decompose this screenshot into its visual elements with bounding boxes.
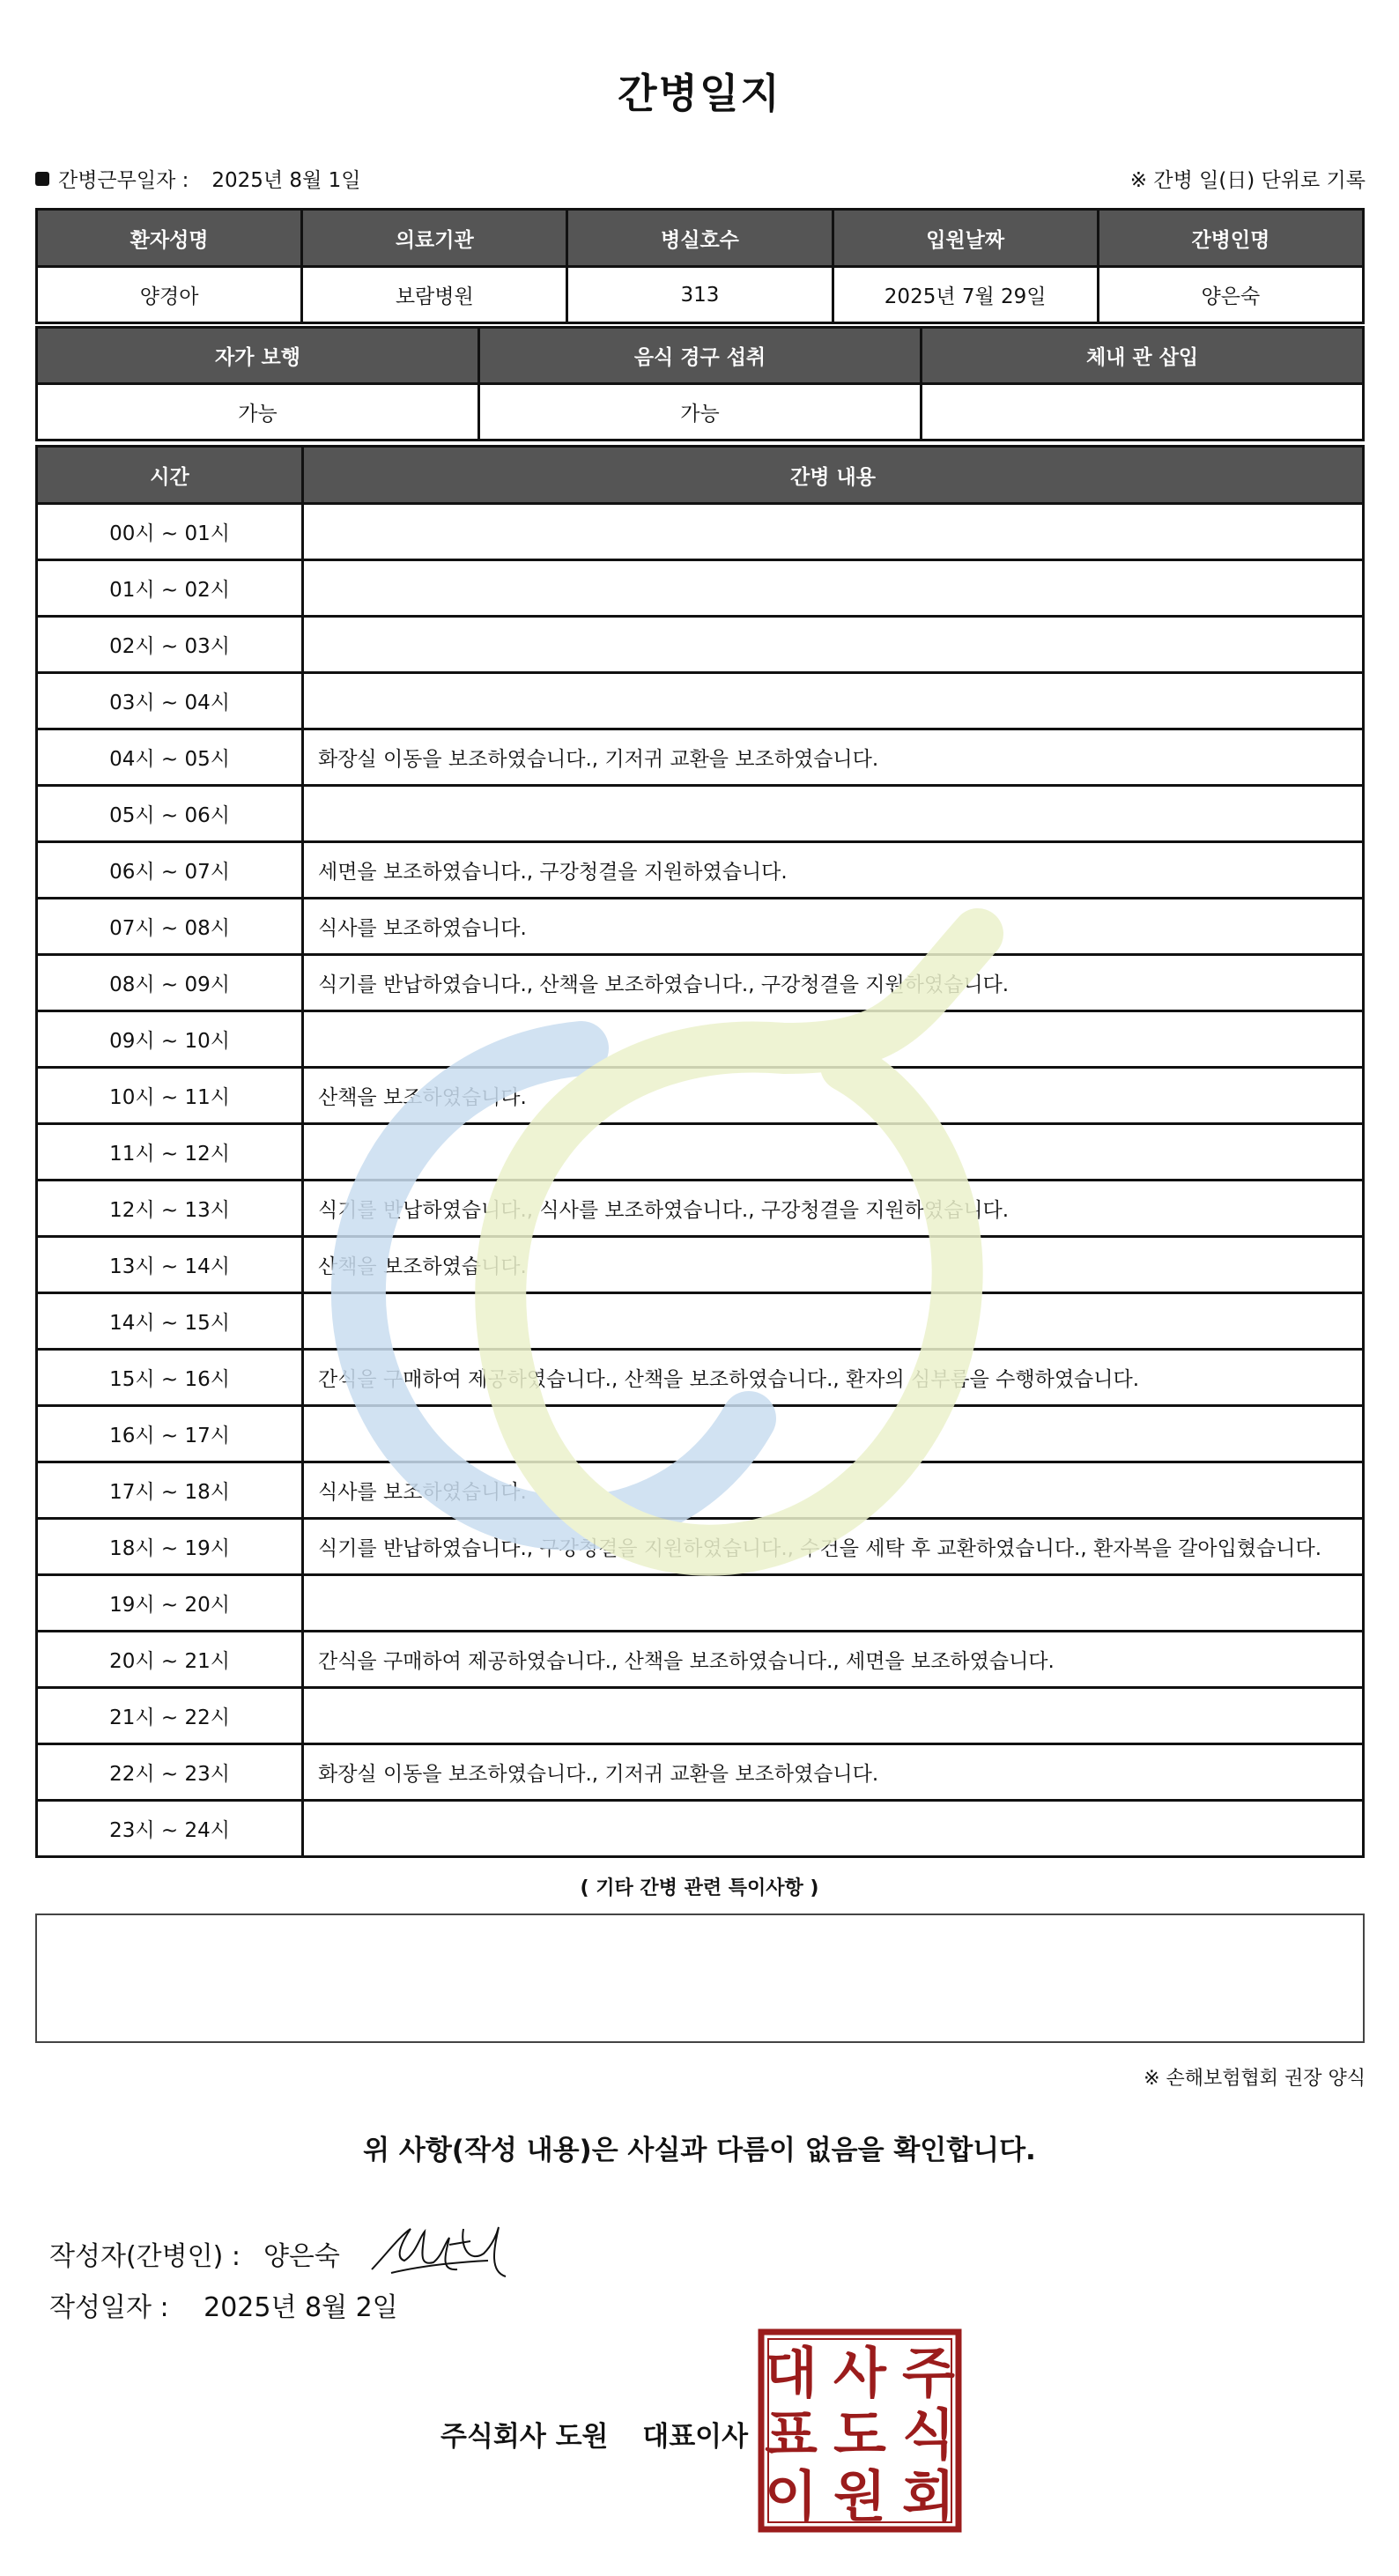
table-row bbox=[37, 1181, 1364, 1237]
table-row bbox=[37, 617, 1364, 673]
care-content-cell: 화장실 이동을 보조하였습니다., 기저귀 교환을 보조하였습니다. bbox=[303, 1744, 1364, 1801]
square-bullet-icon bbox=[35, 172, 49, 186]
time-cell: 15시 ~ 16시 bbox=[37, 1350, 303, 1406]
time-cell: 20시 ~ 21시 bbox=[37, 1632, 303, 1688]
company-seal bbox=[758, 2328, 962, 2533]
care-content-cell: 화장실 이동을 보조하였습니다., 기저귀 교환을 보조하였습니다. bbox=[303, 729, 1364, 786]
table-row bbox=[37, 504, 1364, 560]
seal-character: 회 bbox=[902, 2464, 955, 2528]
confirmation-statement: 위 사항(작성 내용)은 사실과 다름이 없음을 확인합니다. bbox=[363, 2135, 1036, 2166]
care-content-cell bbox=[303, 1688, 1364, 1744]
time-cell: 18시 ~ 19시 bbox=[37, 1519, 303, 1575]
seal-lettering bbox=[765, 2341, 955, 2528]
time-cell: 13시 ~ 14시 bbox=[37, 1237, 303, 1293]
table-row bbox=[37, 842, 1364, 899]
company-title: 대표이사 bbox=[642, 2421, 749, 2453]
header-admission-date: 입원날짜 bbox=[833, 210, 1098, 267]
time-cell: 05시 ~ 06시 bbox=[37, 786, 303, 842]
care-content-cell: 산책을 보조하였습니다. bbox=[303, 1237, 1364, 1293]
writer-name: 양은숙 bbox=[263, 2241, 340, 2272]
table-row bbox=[37, 1519, 1364, 1575]
time-cell: 10시 ~ 11시 bbox=[37, 1068, 303, 1124]
ability-table bbox=[35, 326, 1365, 441]
header-time: 시간 bbox=[37, 447, 303, 504]
table-row bbox=[37, 955, 1364, 1011]
header-institution: 의료기관 bbox=[302, 210, 567, 267]
care-content-cell bbox=[303, 1575, 1364, 1632]
table-row bbox=[37, 1462, 1364, 1519]
care-content-cell bbox=[303, 1406, 1364, 1462]
care-content-cell: 간식을 구매하여 제공하였습니다., 산책을 보조하였습니다., 환자의 심부름을 수행하였습니다. bbox=[303, 1350, 1364, 1406]
table-row bbox=[37, 899, 1364, 955]
written-date-row bbox=[49, 2285, 398, 2324]
seal-character: 이 bbox=[765, 2464, 818, 2528]
table-row bbox=[37, 1744, 1364, 1801]
care-content-cell bbox=[303, 560, 1364, 617]
time-cell: 19시 ~ 20시 bbox=[37, 1575, 303, 1632]
seal-character: 원 bbox=[833, 2464, 886, 2528]
table-row bbox=[37, 1293, 1364, 1350]
table-row bbox=[37, 560, 1364, 617]
care-content-cell bbox=[303, 1124, 1364, 1181]
care-content-cell: 간식을 구매하여 제공하였습니다., 산책을 보조하였습니다., 세면을 보조하였습니다. bbox=[303, 1632, 1364, 1688]
time-cell: 22시 ~ 23시 bbox=[37, 1744, 303, 1801]
seal-character: 표 bbox=[765, 2402, 818, 2467]
company-name: 주식회사 도원 bbox=[440, 2421, 609, 2453]
time-cell: 21시 ~ 22시 bbox=[37, 1688, 303, 1744]
care-content-cell bbox=[303, 1801, 1364, 1857]
header-caregiver-name: 간병인명 bbox=[1098, 210, 1363, 267]
caregiver-name: 양은숙 bbox=[1098, 267, 1363, 323]
form-note: ※ 손해보험협회 권장 양식 bbox=[1144, 2068, 1366, 2090]
table-row bbox=[37, 729, 1364, 786]
room-number: 313 bbox=[567, 267, 833, 323]
table-row bbox=[37, 1124, 1364, 1181]
table-row bbox=[37, 1350, 1364, 1406]
table-row bbox=[37, 1011, 1364, 1068]
self-walking: 가능 bbox=[37, 384, 479, 440]
work-date-label: 간병근무일자 : bbox=[58, 169, 189, 192]
time-cell: 08시 ~ 09시 bbox=[37, 955, 303, 1011]
company-line bbox=[440, 2414, 748, 2454]
care-content-cell: 식사를 보조하였습니다. bbox=[303, 899, 1364, 955]
time-cell: 17시 ~ 18시 bbox=[37, 1462, 303, 1519]
time-cell: 03시 ~ 04시 bbox=[37, 673, 303, 729]
care-content-cell bbox=[303, 504, 1364, 560]
time-cell: 06시 ~ 07시 bbox=[37, 842, 303, 899]
time-cell: 09시 ~ 10시 bbox=[37, 1011, 303, 1068]
care-content-cell: 산책을 보조하였습니다. bbox=[303, 1068, 1364, 1124]
time-cell: 02시 ~ 03시 bbox=[37, 617, 303, 673]
seal-character: 도 bbox=[833, 2402, 886, 2467]
admission-date: 2025년 7월 29일 bbox=[833, 267, 1098, 323]
special-notes-label: ( 기타 간병 관련 특이사항 ) bbox=[580, 1877, 819, 1899]
header-care-content: 간병 내용 bbox=[303, 447, 1364, 504]
writer-label: 작성자(간병인) : bbox=[49, 2241, 241, 2272]
document-title: 간병일지 bbox=[618, 70, 781, 117]
time-cell: 07시 ~ 08시 bbox=[37, 899, 303, 955]
table-row bbox=[37, 1575, 1364, 1632]
written-date-value: 2025년 8월 2일 bbox=[204, 2292, 398, 2323]
institution: 보람병원 bbox=[302, 267, 567, 323]
time-cell: 11시 ~ 12시 bbox=[37, 1124, 303, 1181]
unit-note: ※ 간병 일(日) 단위로 기록 bbox=[1129, 169, 1366, 192]
table-row bbox=[37, 1068, 1364, 1124]
work-date-value: 2025년 8월 1일 bbox=[211, 169, 361, 192]
table-row bbox=[37, 673, 1364, 729]
table-row bbox=[37, 1688, 1364, 1744]
table-row bbox=[37, 1801, 1364, 1857]
patient-info-table bbox=[35, 208, 1365, 324]
time-cell: 16시 ~ 17시 bbox=[37, 1406, 303, 1462]
care-content-cell: 식기를 반납하였습니다., 식사를 보조하였습니다., 구강청결을 지원하였습니다. bbox=[303, 1181, 1364, 1237]
table-row bbox=[37, 1237, 1364, 1293]
oral-intake: 가능 bbox=[479, 384, 922, 440]
special-notes-box bbox=[35, 1913, 1365, 2043]
care-content-cell bbox=[303, 617, 1364, 673]
time-cell: 01시 ~ 02시 bbox=[37, 560, 303, 617]
tube-insertion bbox=[922, 384, 1364, 440]
seal-character: 주 bbox=[902, 2341, 955, 2405]
handwritten-signature bbox=[365, 2218, 514, 2289]
care-content-cell bbox=[303, 673, 1364, 729]
written-date-label: 작성일자 : bbox=[49, 2292, 169, 2323]
care-content-cell bbox=[303, 1011, 1364, 1068]
time-cell: 00시 ~ 01시 bbox=[37, 504, 303, 560]
seal-character: 사 bbox=[833, 2341, 886, 2405]
patient-name: 양경아 bbox=[37, 267, 302, 323]
time-cell: 23시 ~ 24시 bbox=[37, 1801, 303, 1857]
seal-character: 식 bbox=[902, 2402, 955, 2467]
work-date bbox=[35, 164, 360, 193]
header-oral-intake: 음식 경구 섭취 bbox=[479, 328, 922, 384]
time-cell: 04시 ~ 05시 bbox=[37, 729, 303, 786]
header-self-walking: 자가 보행 bbox=[37, 328, 479, 384]
table-row bbox=[37, 1406, 1364, 1462]
care-content-cell: 식기를 반납하였습니다., 산책을 보조하였습니다., 구강청결을 지원하였습니다. bbox=[303, 955, 1364, 1011]
time-cell: 14시 ~ 15시 bbox=[37, 1293, 303, 1350]
seal-character: 대 bbox=[765, 2341, 818, 2405]
table-row bbox=[37, 786, 1364, 842]
header-room: 병실호수 bbox=[567, 210, 833, 267]
table-row bbox=[37, 1632, 1364, 1688]
care-content-cell: 식사를 보조하였습니다. bbox=[303, 1462, 1364, 1519]
care-content-cell bbox=[303, 786, 1364, 842]
care-content-cell bbox=[303, 1293, 1364, 1350]
care-log-table bbox=[35, 445, 1365, 1858]
care-content-cell: 세면을 보조하였습니다., 구강청결을 지원하였습니다. bbox=[303, 842, 1364, 899]
header-tube-insertion: 체내 관 삽입 bbox=[922, 328, 1364, 384]
time-cell: 12시 ~ 13시 bbox=[37, 1181, 303, 1237]
care-content-cell: 식기를 반납하였습니다., 구강청결을 지원하였습니다., 수건을 세탁 후 교환하였습니다., 환자복을 갈아입혔습니다. bbox=[303, 1519, 1364, 1575]
header-patient-name: 환자성명 bbox=[37, 210, 302, 267]
writer-row bbox=[49, 2218, 514, 2289]
